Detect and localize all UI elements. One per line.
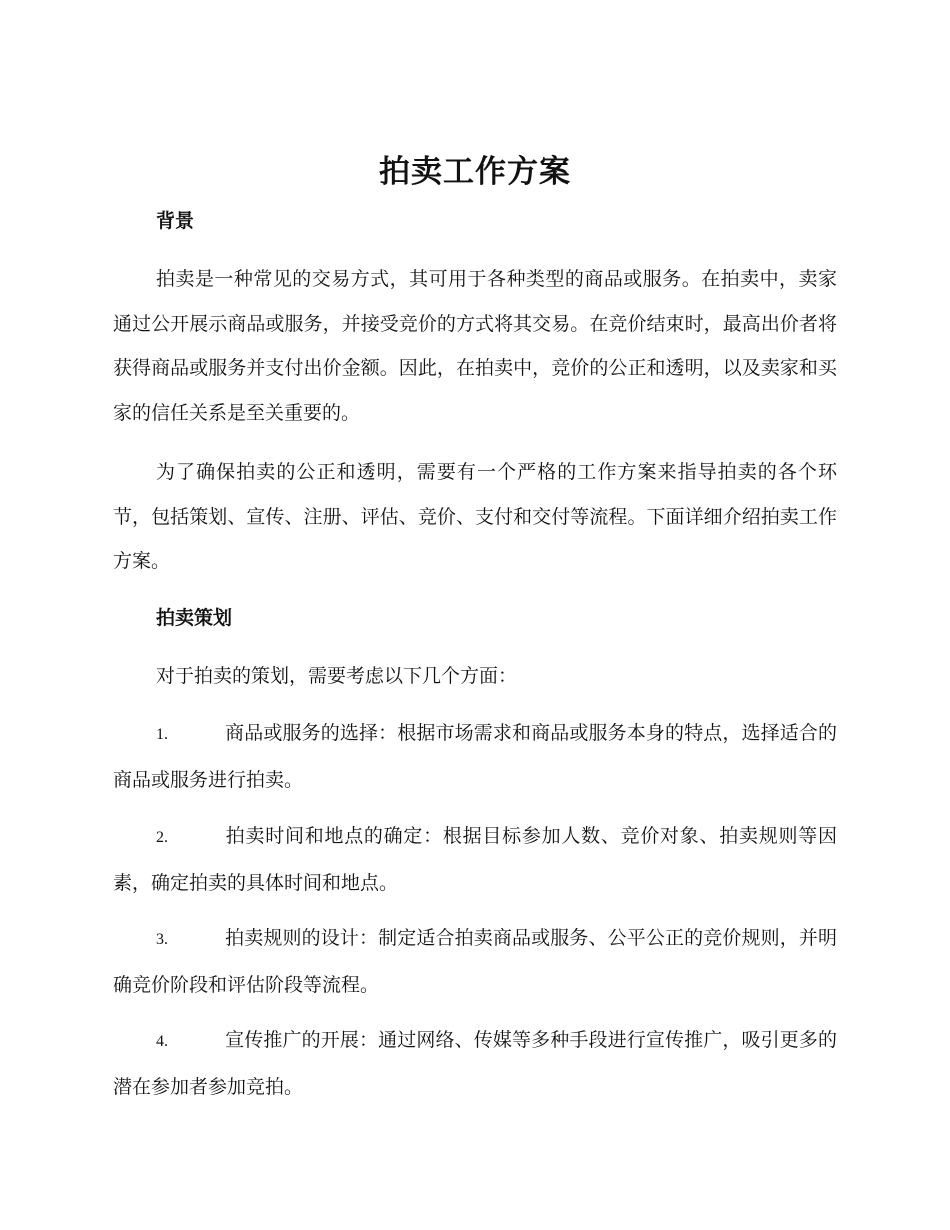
paragraph-planning-intro: 对于拍卖的策划，需要考虑以下几个方面： xyxy=(156,665,518,687)
list-item xyxy=(113,1018,837,1109)
paragraph-background-1: 拍卖是一种常见的交易方式，其可用于各种类型的商品或服务。在拍卖中，卖家通过公开展示商品或服务，并接受竞价的方式将其交易。在竞价结束时，最高出价者将获得商品或服务并支付出价金额。因此，在拍卖中，竞价的公正和透明，以及卖家和买家的信任关系是至关重要的。 xyxy=(113,268,837,424)
document-title: 拍卖工作方案 xyxy=(379,154,571,190)
paragraph-background-2: 为了确保拍卖的公正和透明，需要有一个严格的工作方案来指导拍卖的各个环节，包括策划、宣传、注册、评估、竞价、支付和交付等流程。下面详细介绍拍卖工作方案。 xyxy=(113,461,837,572)
list-item-text: 拍卖规则的设计：制定适合拍卖商品或服务、公平公正的竞价规则，并明确竞价阶段和评估阶段等流程。 xyxy=(113,927,837,996)
list-item xyxy=(113,814,837,905)
section-heading-planning: 拍卖策划 xyxy=(156,607,233,629)
list-item-number: 4. xyxy=(156,1033,168,1050)
list-item-number: 1. xyxy=(156,726,168,743)
list-item-text: 宣传推广的开展：通过网络、传媒等多种手段进行宣传推广，吸引更多的潜在参加者参加竞拍。 xyxy=(113,1029,837,1098)
list-item-text: 拍卖时间和地点的确定：根据目标参加人数、竞价对象、拍卖规则等因素，确定拍卖的具体时间和地点。 xyxy=(113,825,837,894)
list-item-text: 商品或服务的选择：根据市场需求和商品或服务本身的特点，选择适合的商品或服务进行拍卖。 xyxy=(113,722,837,791)
list-item-number: 3. xyxy=(156,931,168,948)
section-heading-background: 背景 xyxy=(156,210,195,232)
list-item-number: 2. xyxy=(156,829,168,846)
list-item xyxy=(113,916,837,1007)
list-item xyxy=(113,711,837,802)
